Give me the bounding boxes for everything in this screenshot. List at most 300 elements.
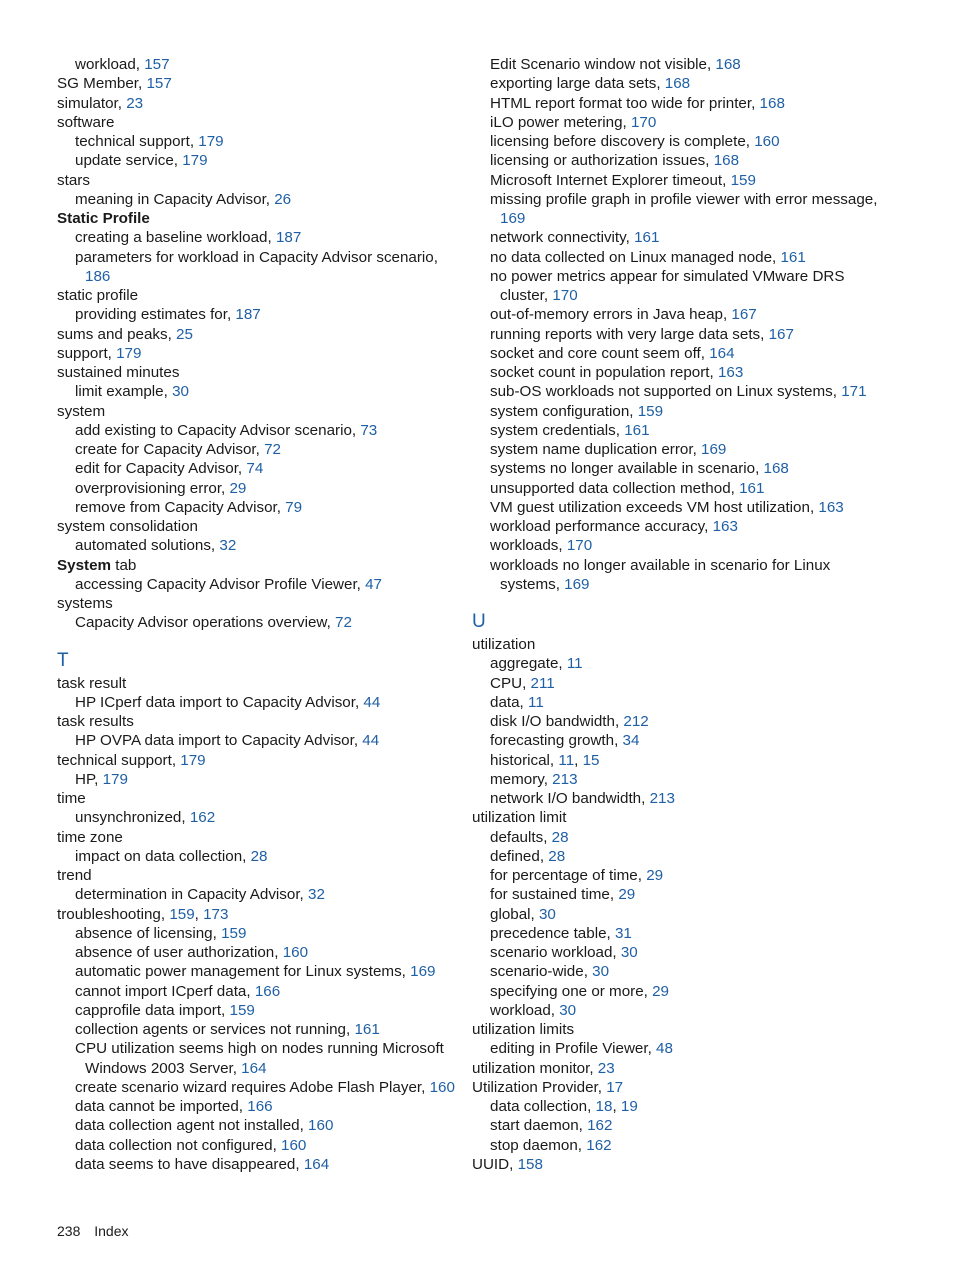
page-link[interactable]: 159 [229, 1001, 255, 1019]
page-link[interactable]: 29 [646, 867, 664, 884]
index-term: aggregate, [490, 655, 567, 673]
page-link[interactable]: 23 [597, 1059, 615, 1077]
index-entry [57, 94, 462, 113]
index-subentry [57, 1039, 462, 1078]
page-link[interactable]: 159 [637, 402, 664, 420]
index-term: creating a baseline workload, [75, 229, 276, 247]
index-term: unsupported data collection method, [490, 479, 740, 497]
index-subentry [57, 1155, 462, 1174]
page-link[interactable]: 163 [712, 518, 738, 535]
index-subentry [472, 866, 892, 885]
index-term: editing in Profile Viewer, [490, 1040, 657, 1058]
index-subentry [472, 654, 892, 673]
index-term: absence of user authorization, [75, 944, 283, 961]
index-subentry [57, 151, 462, 170]
index-term: data seems to have disappeared, [75, 1155, 304, 1173]
index-term: unsynchronized, [75, 809, 190, 827]
index-subentry [57, 440, 462, 459]
page-link[interactable]: 169 [500, 210, 526, 227]
index-subentry [472, 421, 892, 440]
index-subentry [472, 517, 892, 536]
page-link[interactable]: 168 [759, 94, 785, 112]
index-term: precedence table, [490, 924, 615, 942]
index-subentry [57, 982, 462, 1001]
index-term: Edit Scenario window not visible, [490, 56, 716, 73]
index-subentry [57, 55, 462, 74]
page-number: 238 [57, 1223, 81, 1239]
page-link[interactable]: 164 [241, 1059, 267, 1077]
page-link[interactable]: 160 [282, 944, 309, 961]
index-subentry [472, 228, 892, 247]
index-subentry [472, 885, 892, 904]
index-subentry [472, 459, 892, 478]
page-link[interactable]: 161 [634, 229, 660, 247]
index-subentry [472, 363, 892, 382]
index-subentry [57, 613, 462, 632]
page-link[interactable]: 79 [285, 498, 303, 516]
index-subentry [472, 402, 892, 421]
index-letter-heading: U [472, 611, 486, 632]
index-term: socket count in population report, [490, 364, 718, 381]
index-term: task results [57, 713, 134, 730]
index-term: workloads, [490, 537, 567, 555]
index-subentry [57, 228, 462, 247]
index-term: troubleshooting, [57, 905, 170, 923]
index-subentry [472, 190, 892, 229]
page-link[interactable]: 26 [274, 190, 292, 208]
page-link[interactable]: 11 [558, 751, 575, 769]
index-term: utilization limit [472, 809, 567, 827]
index-subentry [57, 382, 462, 401]
page-link[interactable]: 157 [146, 75, 172, 93]
page-link[interactable]: 11 [566, 655, 583, 673]
index-subentry [57, 190, 462, 209]
index-term: sustained minutes [57, 364, 180, 381]
index-term: time [57, 790, 86, 807]
index-subentry [57, 1078, 462, 1097]
page-link[interactable]: 31 [614, 924, 632, 942]
index-column-right [472, 55, 892, 1174]
index-subentry [472, 962, 892, 981]
index-term: accessing Capacity Advisor Profile Viewer, [75, 575, 366, 593]
index-term: determination in Capacity Advisor, [75, 886, 308, 904]
index-subentry [57, 808, 462, 827]
index-subentry [472, 113, 892, 132]
index-subentry: data collection, 18, 19 [490, 1098, 638, 1115]
index-term: for sustained time, [490, 886, 619, 904]
index-subentry [472, 479, 892, 498]
page-link[interactable]: 162 [587, 1117, 613, 1135]
index-term: no data collected on Linux managed node, [490, 248, 781, 266]
index-entry [472, 1059, 892, 1078]
index-term: Microsoft Internet Explorer timeout, [490, 171, 731, 189]
index-term: workload performance accuracy, [490, 518, 713, 535]
index-subentry [57, 305, 462, 324]
footer-section-label: Index [94, 1223, 129, 1239]
index-term: start daemon, [490, 1117, 588, 1135]
index-term: HTML report format too wide for printer, [490, 94, 760, 112]
index-term: licensing or authorization issues, [490, 152, 714, 170]
page-link[interactable]: 32 [308, 886, 325, 904]
index-subentry [472, 536, 892, 555]
index-term: add existing to Capacity Advisor scenario, [75, 421, 361, 439]
page-link[interactable]: 15 [582, 751, 600, 769]
index-subentry [57, 885, 462, 904]
page-link[interactable]: 72 [335, 614, 352, 632]
page-link[interactable]: 213 [649, 790, 675, 807]
page-link[interactable]: 30 [172, 383, 189, 401]
index-term: meaning in Capacity Advisor, [75, 190, 275, 208]
page-link[interactable]: 157 [144, 56, 170, 73]
index-term: utilization monitor, [472, 1059, 598, 1077]
index-term: system credentials, [490, 421, 625, 439]
index-term: remove from Capacity Advisor, [75, 498, 286, 516]
index-subentry [472, 924, 892, 943]
page-link[interactable]: 179 [182, 152, 208, 170]
index-subentry [57, 1020, 462, 1039]
index-term: system [57, 402, 106, 420]
page-link[interactable]: 161 [354, 1021, 380, 1038]
index-term: limit example, [75, 383, 173, 401]
index-subentry [472, 1001, 892, 1020]
page-link[interactable]: 167 [768, 325, 794, 343]
index-subentry [57, 498, 462, 517]
index-term: automatic power management for Linux systems, [75, 963, 411, 981]
index-term: trend [57, 867, 92, 884]
page-link[interactable]: 173 [203, 905, 229, 923]
page-link[interactable]: 168 [713, 152, 740, 170]
index-entry [57, 209, 462, 228]
page-link[interactable]: 19 [620, 1098, 638, 1115]
index-subentry [57, 132, 462, 151]
index-term: data collection not configured, [75, 1136, 282, 1154]
index-term: memory, [490, 770, 553, 788]
index-entry [472, 1155, 892, 1174]
index-subentry [472, 556, 892, 595]
index-term: network I/O bandwidth, [490, 790, 650, 807]
index-subentry [472, 712, 892, 731]
page-link[interactable]: 23 [126, 94, 144, 112]
page-link[interactable]: 160 [429, 1078, 455, 1096]
page-link[interactable]: 169 [564, 575, 590, 593]
index-subentry [472, 731, 892, 750]
index-entry [57, 171, 462, 190]
index-subentry [472, 498, 892, 517]
index-term: HP OVPA data import to Capacity Advisor, [75, 732, 363, 750]
index-term: disk I/O bandwidth, [490, 713, 624, 730]
page-link[interactable]: 179 [116, 344, 142, 362]
index-term: utilization limits [472, 1021, 575, 1038]
index-column-left [57, 55, 462, 1174]
index-subentry [57, 924, 462, 943]
page-link[interactable]: 160 [281, 1136, 307, 1154]
index-entry [57, 402, 462, 421]
index-entry [57, 828, 462, 847]
index-letter-heading: T [57, 649, 69, 671]
page-link[interactable]: 161 [624, 421, 650, 439]
index-entry [57, 594, 462, 613]
index-entry [57, 674, 462, 693]
index-term: cannot import ICperf data, [75, 982, 255, 1000]
index-entry [57, 789, 462, 808]
page-link[interactable]: 28 [551, 828, 569, 846]
index-term: edit for Capacity Advisor, [75, 460, 247, 478]
page-link[interactable]: 160 [754, 133, 780, 150]
index-term: simulator, [57, 94, 127, 112]
page-link[interactable]: 212 [623, 713, 649, 730]
index-entry [472, 1078, 892, 1097]
index-term: UUID, [472, 1155, 518, 1173]
page-link[interactable]: 29 [229, 479, 247, 497]
index-term: Static Profile [57, 210, 150, 227]
page-link[interactable]: 170 [552, 287, 578, 304]
page-link[interactable]: 28 [548, 847, 566, 865]
index-subentry [472, 674, 892, 693]
page-link[interactable]: 168 [664, 75, 691, 93]
index-term: workloads no longer available in scenario for Linux systems, [490, 556, 831, 593]
index-subentry [472, 248, 892, 267]
index-term: HP ICperf data import to Capacity Advisor, [75, 693, 364, 711]
page-link[interactable]: 166 [254, 982, 281, 1000]
index-subentry [472, 55, 892, 74]
page-link[interactable]: 186 [85, 267, 111, 285]
page-link[interactable]: 34 [622, 732, 640, 750]
page-link[interactable]: 74 [246, 460, 264, 478]
page-link[interactable]: 30 [620, 944, 638, 961]
index-term: workload, [75, 56, 145, 73]
index-subentry [57, 693, 462, 712]
page-link[interactable]: 170 [630, 113, 657, 131]
index-term: providing estimates for, [75, 306, 236, 324]
page-link[interactable]: 211 [530, 674, 555, 692]
page-link[interactable]: 17 [606, 1078, 624, 1096]
index-subentry [472, 982, 892, 1001]
index-term: stop daemon, [490, 1136, 587, 1154]
index-subentry [472, 847, 892, 866]
index-entry [57, 866, 462, 885]
index-entry [57, 325, 462, 344]
page-link[interactable]: 29 [618, 886, 636, 904]
index-term: CPU utilization seems high on nodes running Microsoft Windows 2003 Server, [75, 1040, 444, 1077]
page-link[interactable]: 171 [841, 383, 867, 401]
index-term: running reports with very large data sets, [490, 325, 769, 343]
index-term: socket and core count seem off, [490, 344, 710, 362]
index-subentry [57, 770, 462, 789]
index-entry [472, 808, 892, 827]
index-term: no power metrics appear for simulated VMware DRS cluster, [490, 267, 845, 304]
page-link[interactable]: 32 [219, 537, 237, 555]
index-subentry [57, 536, 462, 555]
index-term: network connectivity, [490, 229, 635, 247]
page-link[interactable]: 164 [709, 344, 735, 362]
page-link[interactable]: 163 [717, 364, 744, 381]
page-link[interactable]: 160 [308, 1117, 334, 1135]
index-term-suffix: tab [111, 556, 137, 574]
index-term: licensing before discovery is complete, [490, 133, 755, 150]
index-subentry [472, 151, 892, 170]
index-term: out-of-memory errors in Java heap, [490, 306, 732, 324]
index-subentry [472, 1039, 892, 1058]
index-term: data collection agent not installed, [75, 1117, 309, 1135]
index-entry [57, 363, 462, 382]
index-subentry [472, 344, 892, 363]
index-entry [57, 344, 462, 363]
index-subentry [472, 943, 892, 962]
page-link[interactable]: 18 [595, 1098, 613, 1115]
page-link[interactable]: 213 [552, 770, 578, 788]
index-subentry [57, 731, 462, 750]
index-term: for percentage of time, [490, 867, 647, 884]
index-term: systems [57, 595, 113, 612]
index-term: task result [57, 674, 127, 692]
page-link[interactable]: 170 [566, 537, 593, 555]
index-term: sums and peaks, [57, 325, 177, 343]
page-link[interactable]: 11 [528, 693, 544, 711]
index-subentry [57, 847, 462, 866]
page-link[interactable]: 158 [517, 1155, 543, 1173]
index-term: create for Capacity Advisor, [75, 441, 265, 458]
index-term: systems no longer available in scenario, [490, 460, 764, 478]
index-term: SG Member, [57, 75, 147, 93]
index-subentry [57, 1136, 462, 1155]
index-entry [57, 712, 462, 731]
index-term: global, [490, 905, 539, 923]
page-link[interactable]: 187 [275, 229, 302, 247]
page-link[interactable]: 168 [763, 460, 789, 478]
page-link[interactable]: 48 [656, 1040, 673, 1058]
index-subentry: historical, 11, 15 [490, 751, 600, 769]
index-term: stars [57, 171, 90, 189]
index-entry [57, 74, 462, 93]
index-term: historical, [490, 751, 559, 769]
index-entry [57, 751, 462, 770]
page-link[interactable]: 161 [780, 248, 806, 266]
index-subentry [472, 1116, 892, 1135]
index-term: data collection, [490, 1098, 596, 1115]
index-term: VM guest utilization exceeds VM host utilization, [490, 498, 819, 516]
index-subentry [472, 905, 892, 924]
index-term: impact on data collection, [75, 847, 251, 865]
index-term: time zone [57, 828, 123, 846]
page-link[interactable]: 44 [362, 732, 380, 750]
index-term: update service, [75, 152, 183, 170]
index-subentry [57, 1097, 462, 1116]
index-entry [472, 1020, 892, 1039]
page-link[interactable]: 169 [410, 963, 436, 981]
index-term: collection agents or services not running, [75, 1021, 355, 1038]
page-link[interactable]: 159 [221, 924, 247, 942]
page-link[interactable]: 25 [176, 325, 193, 343]
index-entry: troubleshooting, 159, 173 [57, 905, 229, 923]
page-link[interactable]: 169 [701, 441, 727, 458]
index-entry [57, 113, 462, 132]
page-link[interactable]: 168 [715, 56, 741, 73]
index-term: CPU, [490, 674, 531, 692]
index-term: automated solutions, [75, 537, 220, 555]
index-term: data, [490, 693, 528, 711]
index-term: scenario-wide, [490, 963, 593, 981]
page-link[interactable]: 164 [303, 1155, 330, 1173]
index-subentry [472, 74, 892, 93]
index-subentry [472, 94, 892, 113]
index-term: system configuration, [490, 402, 638, 420]
index-subentry [57, 479, 462, 498]
index-subentry [57, 459, 462, 478]
page-link[interactable]: 187 [235, 306, 261, 324]
page-link[interactable]: 166 [247, 1098, 273, 1115]
index-term: defaults, [490, 828, 552, 846]
page-link[interactable]: 28 [250, 847, 268, 865]
index-subentry [472, 1136, 892, 1155]
page-link[interactable]: 179 [198, 133, 224, 150]
index-term: Capacity Advisor operations overview, [75, 614, 336, 632]
index-subentry [57, 575, 462, 594]
index-term: sub-OS workloads not supported on Linux systems, [490, 383, 842, 401]
index-subentry [57, 962, 462, 981]
page-link[interactable]: 30 [559, 1001, 577, 1019]
index-term: overprovisioning error, [75, 479, 230, 497]
index-subentry [472, 828, 892, 847]
page-link[interactable]: 159 [169, 905, 195, 923]
index-entry [57, 517, 462, 536]
page-link[interactable]: 162 [189, 809, 216, 827]
page-footer [57, 1223, 139, 1239]
page-link[interactable]: 161 [739, 479, 765, 497]
page-link[interactable]: 167 [731, 306, 757, 324]
index-subentry [472, 267, 892, 306]
page-link[interactable]: 30 [592, 963, 610, 981]
index-term: system name duplication error, [490, 441, 702, 458]
page-link[interactable]: 159 [730, 171, 756, 189]
page-link[interactable]: 47 [365, 575, 383, 593]
index-term: technical support, [57, 751, 181, 769]
index-subentry [472, 171, 892, 190]
index-term: scenario workload, [490, 944, 621, 961]
index-term: specifying one or more, [490, 982, 653, 1000]
index-subentry [57, 248, 462, 287]
index-subentry [57, 421, 462, 440]
page-link[interactable]: 44 [363, 693, 381, 711]
index-term: technical support, [75, 133, 199, 150]
page-link[interactable]: 162 [586, 1136, 612, 1154]
index-entry [472, 635, 892, 654]
page-link[interactable]: 179 [102, 770, 128, 788]
index-term: missing profile graph in profile viewer with error message, [490, 190, 878, 208]
index-term: system consolidation [57, 518, 198, 535]
index-subentry [57, 1001, 462, 1020]
index-term: defined, [490, 847, 549, 865]
index-entry [57, 286, 462, 305]
page-link[interactable]: 29 [652, 982, 669, 1000]
index-term: create scenario wizard requires Adobe Flash Player, [75, 1078, 430, 1096]
index-term: parameters for workload in Capacity Advisor scenario, [75, 248, 438, 266]
page-link[interactable]: 30 [538, 905, 556, 923]
index-term: workload, [490, 1001, 560, 1019]
page-link[interactable]: 72 [264, 441, 281, 458]
index-term: capprofile data import, [75, 1001, 230, 1019]
index-term: absence of licensing, [75, 924, 222, 942]
page-link[interactable]: 73 [360, 421, 378, 439]
page-link[interactable]: 179 [180, 751, 206, 769]
index-term: exporting large data sets, [490, 75, 665, 93]
index-subentry [472, 770, 892, 789]
index-term: HP, [75, 770, 103, 788]
index-subentry [472, 325, 892, 344]
page-link[interactable]: 163 [818, 498, 844, 516]
index-term: software [57, 113, 115, 131]
index-subentry [472, 789, 892, 808]
index-term: data cannot be imported, [75, 1098, 248, 1115]
